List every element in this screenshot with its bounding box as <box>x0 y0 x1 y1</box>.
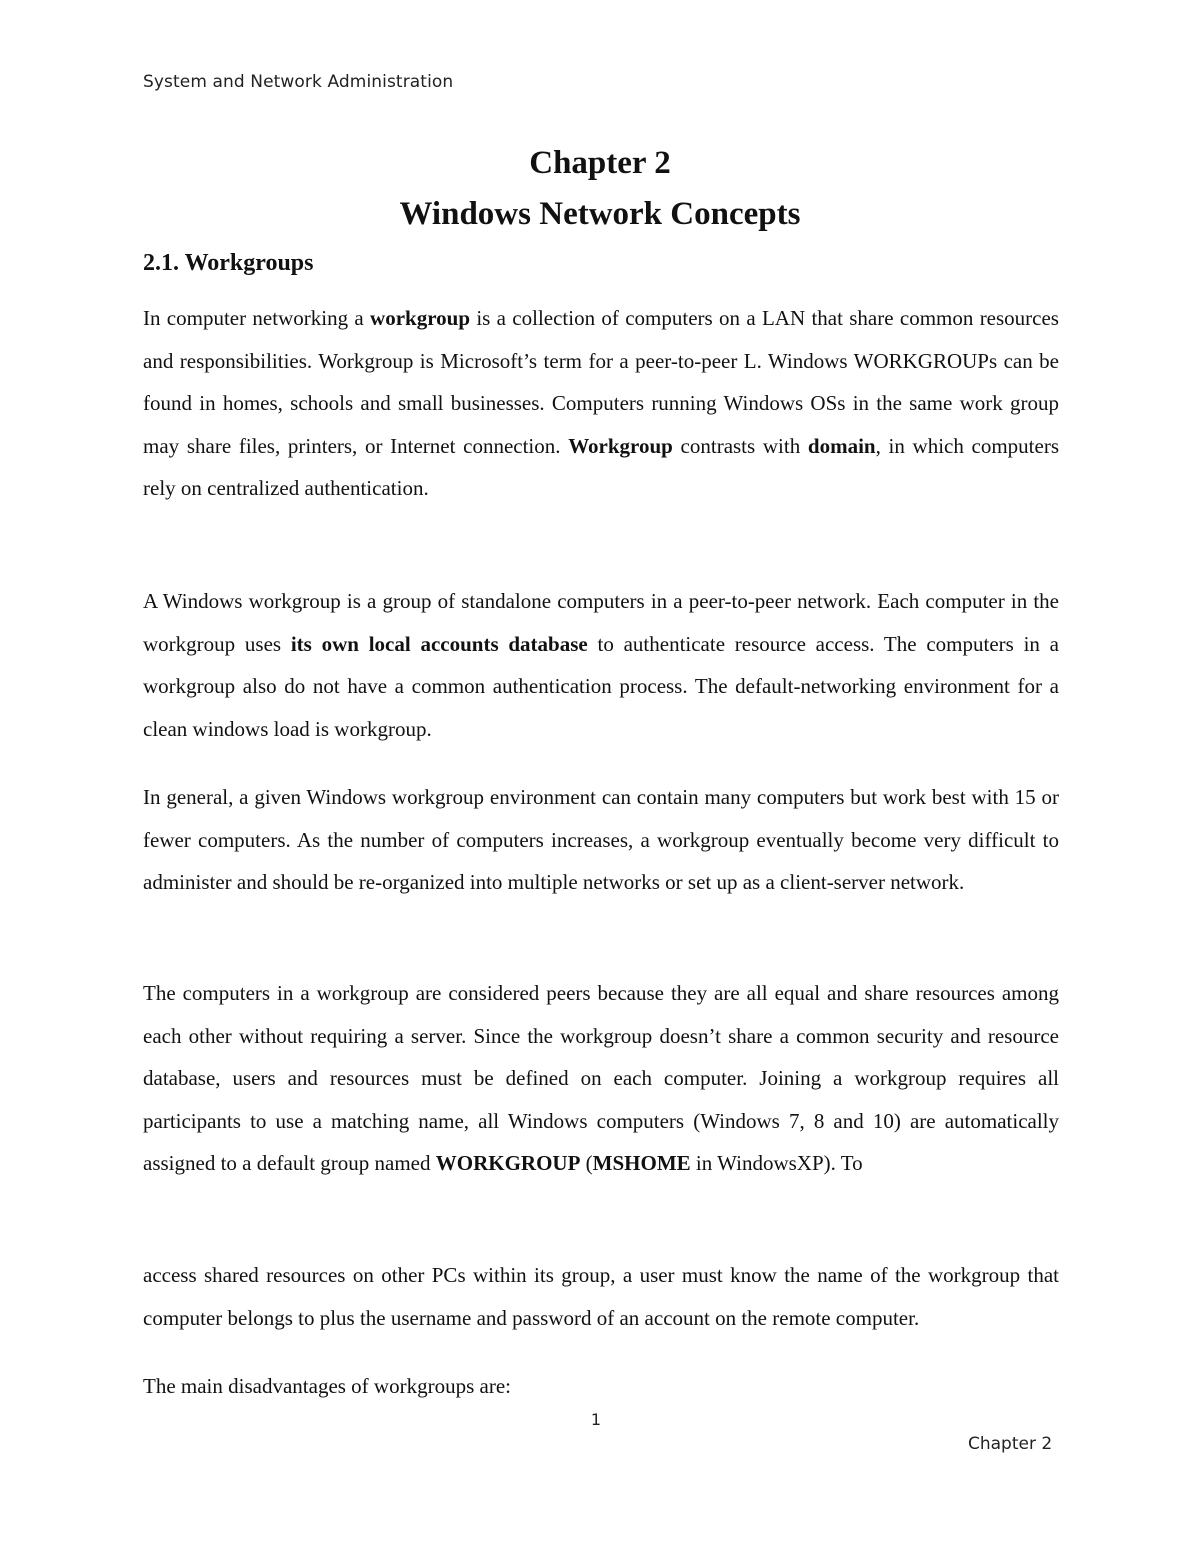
bold-term-domain: domain <box>807 433 876 458</box>
page-number: 1 <box>590 1410 602 1429</box>
paragraph-2 <box>143 580 1059 750</box>
chapter-title: Windows Network Concepts <box>399 196 801 232</box>
text-run: in WindowsXP). To <box>690 1151 863 1175</box>
text-run: contrasts with <box>672 433 808 458</box>
chapter-number: Chapter 2 <box>529 145 671 181</box>
paragraph-1 <box>143 297 1059 510</box>
paragraph-5: access shared resources on other PCs within its group, a user must know the name of the workgroup that computer belongs to plus the username and password of an account on the remote computer. <box>143 1263 1059 1330</box>
running-header: System and Network Administration <box>143 72 454 92</box>
text-run: The computers in a workgroup are considered peers because they are all equal and share resources among each other without requiring a server. Since the workgroup doesn’t share a common security and resource database, users and resources must be defined on each computer. Joining a workgroup requires all participants to use a matching name, all Windows computers (Windows 7, 8 and 10) are automatically assigned to a default group named <box>143 981 1059 1175</box>
text-run: is a collection of computers on a LAN that share common resources and responsibilities. Workgroup is Microsoft’s term for a peer-to-peer L. Windows WORKGROUPs can be found in homes, schools and small businesses. Computers running Windows OSs in the same work group may share files, printers, or Internet connection. <box>143 306 1059 458</box>
text-run: , in which computers rely on centralized authentication. <box>143 433 1060 500</box>
text-run: In computer networking a <box>143 306 371 330</box>
text-run: A Windows workgroup is a group of standalone computers in a peer-to-peer network. Each computer in the workgroup uses <box>143 589 1059 656</box>
text-run: to authenticate resource access. The computers in a workgroup also do not have a common authentication process. The default-networking environment for a clean windows load is workgroup. <box>143 631 1059 741</box>
bold-term-local-accounts: its own local accounts database <box>290 631 588 656</box>
bold-term-workgroup-default: WORKGROUP <box>435 1151 581 1175</box>
bold-term-workgroup: Workgroup <box>568 433 673 458</box>
running-footer: Chapter 2 <box>968 1434 1053 1454</box>
section-heading: 2.1. Workgroups <box>143 250 314 276</box>
text-run: ( <box>580 1151 593 1175</box>
bold-term-mshome: MSHOME <box>592 1151 691 1175</box>
paragraph-4 <box>143 972 1059 1185</box>
paragraph-6: The main disadvantages of workgroups are: <box>143 1374 511 1398</box>
paragraph-3: In general, a given Windows workgroup environment can contain many computers but work best with 15 or fewer computers. As the number of computers increases, a workgroup eventually become very difficult to administer and should be re-organized into multiple networks or set up as a client-server network. <box>143 785 1059 894</box>
bold-term-workgroup: workgroup <box>370 306 471 330</box>
